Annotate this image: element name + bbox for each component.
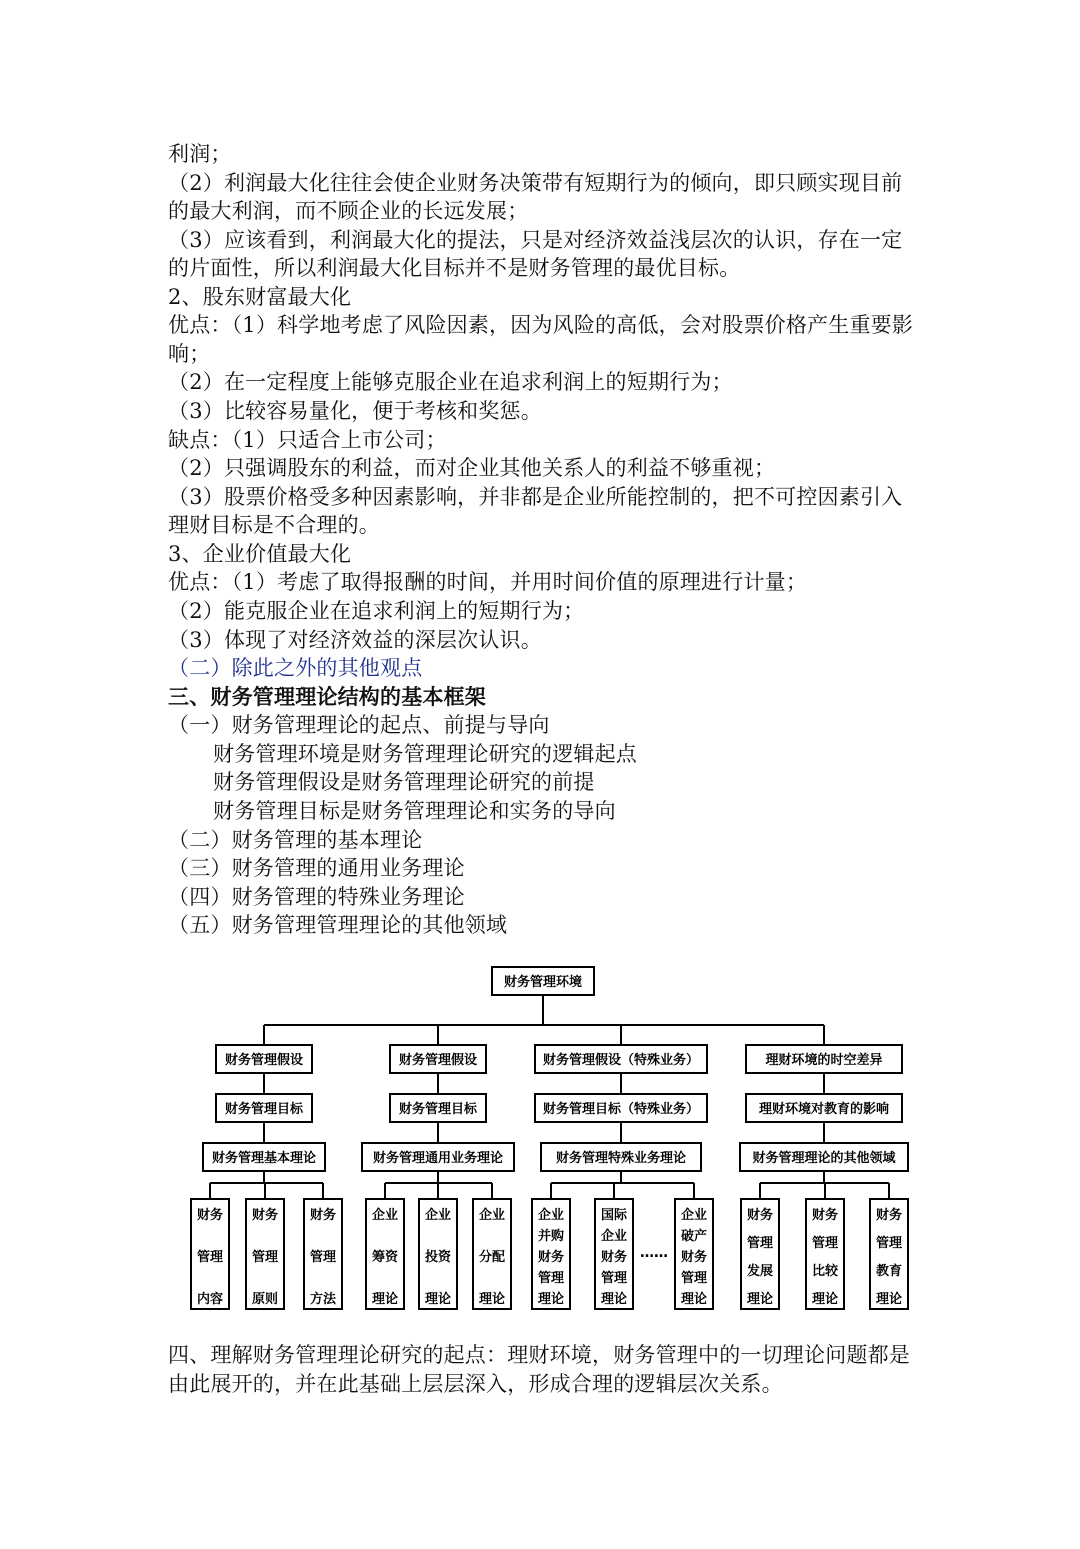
text-line: （2）在一定程度上能够克服企业在追求利润上的短期行为； xyxy=(168,370,733,394)
text-line: （2）能克服企业在追求利润上的短期行为； xyxy=(168,599,585,623)
text-line: 的片面性，所以利润最大化目标并不是财务管理的最优目标。 xyxy=(168,256,741,280)
framework-diagram xyxy=(0,955,1080,1315)
text-line: 的最大利润，而不顾企业的长远发展； xyxy=(168,199,529,223)
leaf-label: 投资 xyxy=(424,1250,452,1265)
text-line: 由此展开的，并在此基础上层层深入，形成合理的逻辑层次关系。 xyxy=(168,1372,783,1396)
text-line: （3）比较容易量化，便于考核和奖惩。 xyxy=(168,399,542,423)
ellipsis-label: …… xyxy=(640,1245,668,1261)
text-line: （四）财务管理的特殊业务理论 xyxy=(168,885,465,909)
text-line: （3）应该看到，利润最大化的提法，只是对经济效益浅层次的认识，存在一定 xyxy=(168,228,903,252)
text-line: （五）财务管理管理理论的其他领域 xyxy=(168,913,508,937)
text-line: 优点：（1）科学地考虑了风险因素，因为风险的高低，会对股票价格产生重要影 xyxy=(168,313,914,337)
leaf-label: 理论 xyxy=(478,1292,506,1307)
leaf-label: 管理 xyxy=(875,1236,903,1251)
leaf-label: 财务 xyxy=(309,1208,337,1223)
leaf-label: 破产 xyxy=(680,1229,708,1244)
leaf-label: 理论 xyxy=(537,1292,565,1307)
leaf-label: 管理 xyxy=(537,1271,565,1286)
text-line: 响； xyxy=(168,342,211,366)
leaf-label: 财务 xyxy=(196,1208,224,1223)
leaf-label: 财务 xyxy=(811,1208,839,1223)
diagram-box-label: 财务管理目标 xyxy=(224,1102,304,1117)
text-line: 财务管理假设是财务管理理论研究的前提 xyxy=(213,770,595,794)
leaf-label: 财务 xyxy=(875,1208,903,1223)
section-heading: 3、企业价值最大化 xyxy=(168,542,352,566)
leaf-label: 理论 xyxy=(424,1292,452,1307)
leaf-label: 财务 xyxy=(600,1250,628,1265)
leaf-label: 理论 xyxy=(680,1292,708,1307)
leaf-label: 发展 xyxy=(746,1264,774,1279)
diagram-box-label: 理财环境的时空差异 xyxy=(765,1053,883,1068)
leaf-label: 企业 xyxy=(537,1208,565,1223)
text-line: （2）利润最大化往往会使企业财务决策带有短期行为的倾向，即只顾实现目前 xyxy=(168,171,903,195)
leaf-label: 财务 xyxy=(746,1208,774,1223)
leaf-label: 管理 xyxy=(196,1250,224,1265)
leaf-label: 分配 xyxy=(478,1250,506,1265)
text-line: 优点：（1）考虑了取得报酬的时间，并用时间价值的原理进行计量； xyxy=(168,570,808,594)
subsection-heading: （二）除此之外的其他观点 xyxy=(168,656,423,680)
leaf-label: 财务 xyxy=(680,1250,708,1265)
leaf-label: 管理 xyxy=(680,1271,708,1286)
text-line: （2）只强调股东的利益，而对企业其他关系人的利益不够重视； xyxy=(168,456,776,480)
diagram-box-label: 财务管理特殊业务理论 xyxy=(555,1151,687,1166)
leaf-label: 国际 xyxy=(600,1208,628,1223)
text-line: （二）财务管理的基本理论 xyxy=(168,828,423,852)
leaf-label: 管理 xyxy=(811,1236,839,1251)
leaf-label: 理论 xyxy=(811,1292,839,1307)
leaf-label: 企业 xyxy=(680,1208,708,1223)
leaf-label: 企业 xyxy=(600,1229,628,1244)
leaf-label: 理论 xyxy=(875,1292,903,1307)
diagram-box-label: 理财环境对教育的影响 xyxy=(758,1102,890,1117)
leaf-label: 管理 xyxy=(746,1236,774,1251)
text-line: （三）财务管理的通用业务理论 xyxy=(168,856,465,880)
text-line: 理财目标是不合理的。 xyxy=(168,513,380,537)
diagram-box-label: 财务管理假设 xyxy=(224,1053,304,1068)
leaf-label: 管理 xyxy=(600,1271,628,1286)
text-line: （3）体现了对经济效益的深层次认识。 xyxy=(168,628,542,652)
leaf-label: 原则 xyxy=(251,1292,279,1307)
leaf-label: 管理 xyxy=(309,1250,337,1265)
leaf-label: 理论 xyxy=(746,1292,774,1307)
leaf-label: 教育 xyxy=(875,1264,903,1279)
leaf-label: 企业 xyxy=(478,1208,506,1223)
leaf-label: 财务 xyxy=(537,1250,565,1265)
leaf-label: 比较 xyxy=(811,1264,839,1279)
leaf-label: 方法 xyxy=(309,1292,337,1307)
diagram-box-label: 财务管理环境 xyxy=(503,975,583,990)
text-line: （一）财务管理理论的起点、前提与导向 xyxy=(168,713,550,737)
leaf-label: 管理 xyxy=(251,1250,279,1265)
leaf-label: 筹资 xyxy=(371,1250,399,1265)
text-line: 缺点：（1）只适合上市公司； xyxy=(168,428,447,452)
leaf-label: 理论 xyxy=(371,1292,399,1307)
text-line: 利润； xyxy=(168,142,232,166)
diagram-box-label: 财务管理通用业务理论 xyxy=(372,1151,504,1166)
leaf-label: 内容 xyxy=(196,1292,224,1307)
leaf-label: 理论 xyxy=(600,1292,628,1307)
diagram-box-label: 财务管理理论的其他领域 xyxy=(752,1151,896,1166)
leaf-label: 企业 xyxy=(371,1208,399,1223)
text-line: 财务管理目标是财务管理理论和实务的导向 xyxy=(213,799,616,823)
leaf-label: 并购 xyxy=(537,1229,565,1244)
chapter-heading: 三、财务管理理论结构的基本框架 xyxy=(168,685,486,709)
diagram-box-label: 财务管理假设 xyxy=(398,1053,478,1068)
text-line: 财务管理环境是财务管理理论研究的逻辑起点 xyxy=(213,742,637,766)
section-heading: 2、股东财富最大化 xyxy=(168,285,352,309)
diagram-box-label: 财务管理目标 xyxy=(398,1102,478,1117)
leaf-label: 企业 xyxy=(424,1208,452,1223)
diagram-box-label: 财务管理基本理论 xyxy=(211,1151,317,1166)
leaf-label: 财务 xyxy=(251,1208,279,1223)
text-line: 四、理解财务管理理论研究的起点：理财环境，财务管理中的一切理论问题都是 xyxy=(168,1343,910,1367)
text-line: （3）股票价格受多种因素影响，并非都是企业所能控制的，把不可控因素引入 xyxy=(168,485,903,509)
diagram-box-label: 财务管理目标（特殊业务） xyxy=(542,1102,700,1117)
diagram-box-label: 财务管理假设（特殊业务） xyxy=(542,1053,700,1068)
